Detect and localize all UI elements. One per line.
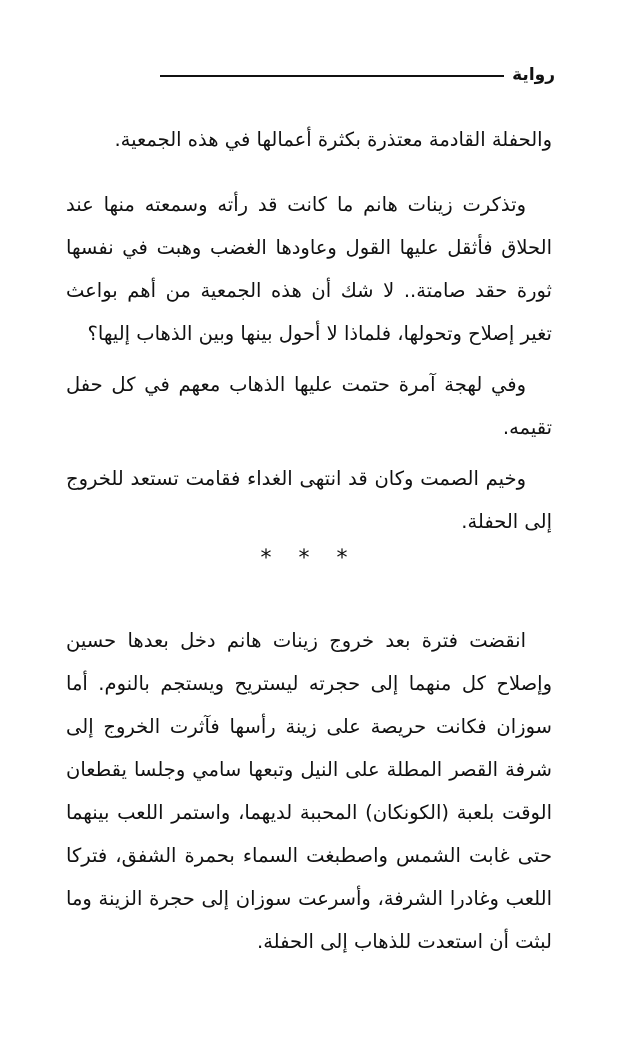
running-header (160, 60, 555, 90)
paragraph-3: وفي لهجة آمرة حتمت عليها الذهاب معهم في كل حفل تقيمه. (66, 373, 552, 439)
paragraph-1: والحفلة القادمة معتذرة بكثرة أعمالها في هذه الجمعية. (114, 128, 552, 151)
page-body (66, 118, 552, 963)
paragraph-4: وخيم الصمت وكان قد انتهى الغداء فقامت تستعد للخروج إلى الحفلة. (66, 467, 552, 533)
paragraph-5: انقضت فترة بعد خروج زينات هانم دخل بعدها حسين وإصلاح كل منهما إلى حجرته ليستريح ويستجم بالنوم. أما سوزان فكانت حريصة على زينة رأسها فآثرت الخروج إلى شرفة القصر المطلة على النيل وتبعها سامي وجلسا يقطعان الوقت بلعبة (الكونكان) المحببة لديهما، واستمر اللعب بينهما حتى غابت الشمس واصطبغت السماء بحمرة الشفق، فتركا اللعب وغادرا الشرفة، وأسرعت سوزان إلى حجرة الزينة وما لبثت أن استعدت للذهاب إلى الحفلة. (66, 629, 552, 953)
paragraph-2: وتذكرت زينات هانم ما كانت قد رأته وسمعته منها عند الحلاق فأثقل عليها القول وعاودها الغضب وهبت في نفسها ثورة حقد صامتة.. لا شك أن هذه الجمعية من أهم بواعث تغير إصلاح وتحولها، فلماذا لا أحول بينها وبين الذهاب إليها؟ (66, 193, 552, 345)
header-rule (160, 75, 504, 77)
section-separator: * * * (260, 546, 358, 571)
running-header-title: رواية (512, 65, 555, 85)
